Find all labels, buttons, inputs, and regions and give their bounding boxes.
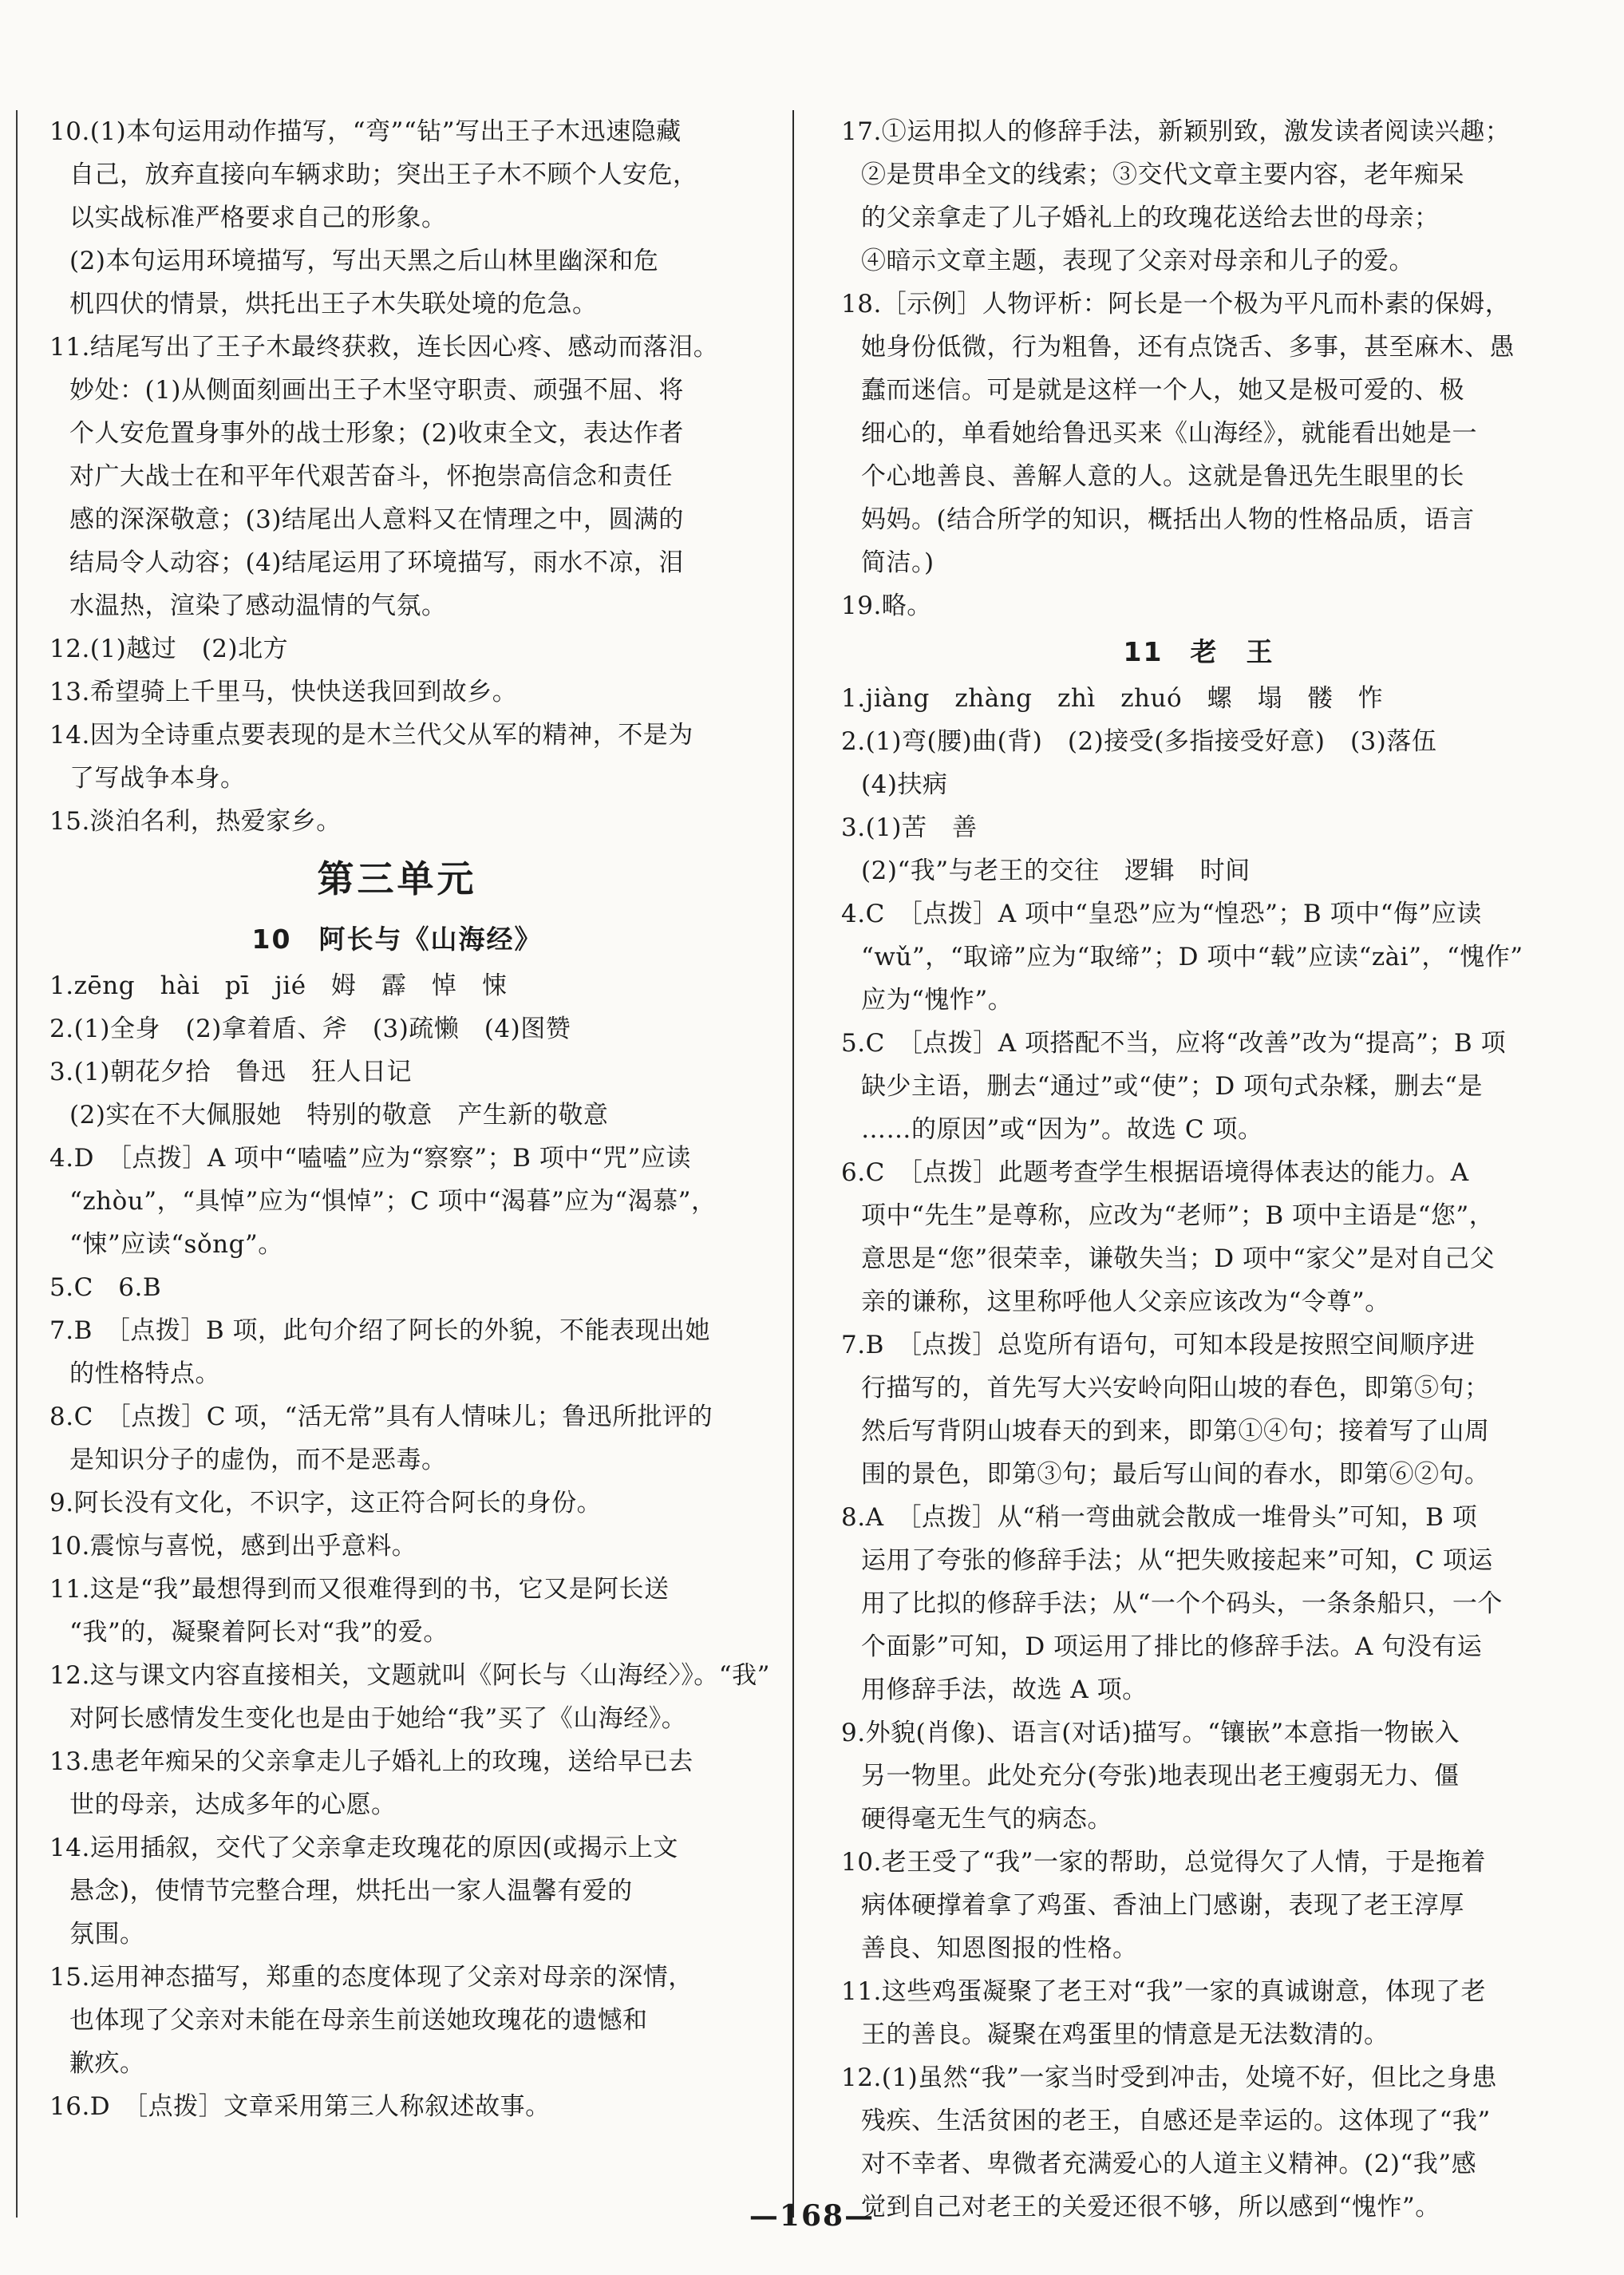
answer-line: 11.结尾写出了王子木最终获救，连长因心疼、感动而落泪。 <box>49 333 719 362</box>
answer-line-continuation: 觉到自己对老王的关爱还很不够，所以感到“愧怍”。 <box>861 2193 1440 2222</box>
answer-line-continuation: 机四伏的情景，烘托出王子木失联处境的危急。 <box>69 290 598 318</box>
answer-line-continuation: 蠢而迷信。可是就是这样一个人，她又是极可爱的、极 <box>861 376 1464 405</box>
answer-line-continuation: 亲的谦称，这里称呼他人父亲应该改为“令尊”。 <box>861 1288 1390 1316</box>
answer-line-continuation: “zhòu”，“具悼”应为“惧悼”；C 项中“渴暮”应为“渴慕”， <box>69 1187 717 1216</box>
answer-line-continuation: 用修辞手法，故选 A 项。 <box>861 1676 1148 1704</box>
answer-line-continuation: 氛围。 <box>69 1920 145 1949</box>
answer-line: 15.淡泊名利，热爱家乡。 <box>49 807 342 836</box>
answer-line: 17.①运用拟人的修辞手法，新颖别致，激发读者阅读兴趣； <box>841 117 1511 146</box>
answer-line: 2.(1)弯(腰)曲(背) (2)接受(多指接受好意) (3)落伍 <box>841 727 1437 756</box>
answer-line-continuation: (2)实在不大佩服她 特别的敬意 产生新的敬意 <box>69 1101 609 1130</box>
lesson-number: 10 <box>251 924 292 955</box>
answer-line-continuation: 水温热，渲染了感动温情的气氛。 <box>69 592 447 620</box>
answer-line-continuation: (2)本句运用环境描写，写出天黑之后山林里幽深和危 <box>69 247 659 275</box>
answer-line: 9.外貌(肖像)、语言(对话)描写。“镶嵌”本意指一物嵌入 <box>841 1719 1460 1747</box>
answer-line-continuation: ……的原因”或“因为”。故选 C 项。 <box>861 1115 1263 1144</box>
answer-line-continuation: “wǔ”，“取谛”应为“取缔”；D 项中“载”应读“zài”，“愧作” <box>861 943 1523 971</box>
answer-line: 11.这些鸡蛋凝聚了老王对“我”一家的真诚谢意，体现了老 <box>841 1977 1486 2006</box>
answer-line-continuation: 残疾、生活贫困的老王，自感还是幸运的。这体现了“我” <box>861 2107 1491 2135</box>
answer-line: 14.因为全诗重点要表现的是木兰代父从军的精神，不是为 <box>49 721 693 750</box>
answer-line-continuation: 另一物里。此处充分(夸张)地表现出老王瘦弱无力、僵 <box>861 1762 1460 1790</box>
answer-line-continuation: 的性格特点。 <box>69 1359 220 1388</box>
answer-line-continuation: 个心地善良、善解人意的人。这就是鲁迅先生眼里的长 <box>861 462 1464 491</box>
column-divider <box>792 110 794 2218</box>
answer-line-continuation: “我”的，凝聚着阿长对“我”的爱。 <box>69 1618 448 1647</box>
answer-line-continuation: (4)扶病 <box>861 770 948 799</box>
answer-line: 6.C ［点拨］此题考查学生根据语境得体表达的能力。A <box>841 1158 1469 1187</box>
lesson-name: 老 王 <box>1190 636 1274 667</box>
answer-line: 1.jiàng zhàng zhì zhuó 螺 塌 髅 怍 <box>841 684 1384 713</box>
answer-line-continuation: 行描写的，首先写大兴安岭向阳山坡的春色，即第⑤句； <box>861 1374 1490 1403</box>
answer-line: 13.患老年痴呆的父亲拿走儿子婚礼上的玫瑰，送给早已去 <box>49 1747 693 1776</box>
answer-line-continuation: 对不幸者、卑微者充满爱心的人道主义精神。(2)“我”感 <box>861 2150 1477 2178</box>
answer-line-continuation: 世的母亲，达成多年的心愿。 <box>69 1790 397 1819</box>
answer-line-continuation: 歉疚。 <box>69 2049 145 2078</box>
answer-line: 7.B ［点拨］总览所有语句，可知本段是按照空间顺序进 <box>841 1331 1476 1359</box>
answer-line-continuation: 对阿长感情发生变化也是由于她给“我”买了《山海经》。 <box>69 1704 687 1733</box>
answer-line-continuation: 妙处：(1)从侧面刻画出王子木坚守职责、顽强不屈、将 <box>69 376 684 405</box>
answer-line: 9.阿长没有文化，不识字，这正符合阿长的身份。 <box>49 1489 603 1517</box>
answer-line-continuation: 她身份低微，行为粗鲁，还有点饶舌、多事，甚至麻木、愚 <box>861 333 1515 362</box>
answer-line-continuation: 善良、知恩图报的性格。 <box>861 1934 1138 1963</box>
answer-line: 1.zēng hài pī jié 姆 霹 悼 悚 <box>49 971 508 1000</box>
answer-line-continuation: 运用了夸张的修辞手法；从“把失败接起来”可知，C 项运 <box>861 1546 1493 1575</box>
answer-line: 7.B ［点拨］B 项，此句介绍了阿长的外貌，不能表现出她 <box>49 1316 710 1345</box>
answer-line-continuation: 也体现了父亲对未能在母亲生前送她玫瑰花的遗憾和 <box>69 2006 648 2035</box>
answer-line-continuation: 以实战标准严格要求自己的形象。 <box>69 204 447 232</box>
answer-line: 5.C 6.B <box>49 1273 162 1302</box>
answer-line-continuation: 悬念)，使情节完整合理，烘托出一家人温馨有爱的 <box>69 1877 633 1905</box>
answer-line: 19.略。 <box>841 592 932 620</box>
left-column <box>16 110 778 2128</box>
answer-line-continuation: 结局令人动容；(4)结尾运用了环境描写，雨水不凉，泪 <box>69 548 684 577</box>
answer-line-continuation: 自己，放弃直接向车辆求助；突出王子木不顾个人安危， <box>69 160 698 189</box>
answer-line-continuation: ②是贯串全文的线索；③交代文章主要内容，老年痴呆 <box>861 160 1464 189</box>
answer-line: 18.［示例］人物评析：阿长是一个极为平凡而朴素的保姆， <box>841 290 1511 318</box>
answer-line: 8.A ［点拨］从“稍一弯曲就会散成一堆骨头”可知，B 项 <box>841 1503 1478 1532</box>
answer-line-continuation: 是知识分子的虚伪，而不是恶毒。 <box>69 1446 447 1474</box>
answer-line-continuation: 简洁。) <box>861 548 934 577</box>
answer-line-continuation: 对广大战士在和平年代艰苦奋斗，怀抱崇高信念和责任 <box>69 462 673 491</box>
answer-line-continuation: ④暗示文章主题，表现了父亲对母亲和儿子的爱。 <box>861 247 1414 275</box>
answer-line-continuation: 然后写背阴山坡春天的到来，即第①④句；接着写了山周 <box>861 1417 1490 1446</box>
answer-line-continuation: 病体硬撑着拿了鸡蛋、香油上门感谢，表现了老王淳厚 <box>861 1891 1464 1920</box>
answer-line: 16.D ［点拨］文章采用第三人称叙述故事。 <box>49 2092 551 2121</box>
answer-line: 10.老王受了“我”一家的帮助，总觉得欠了人情，于是拖着 <box>841 1848 1486 1877</box>
answer-line-continuation: 用了比拟的修辞手法；从“一个个码头，一条条船只，一个 <box>861 1589 1503 1618</box>
answer-line: 10.震惊与喜悦，感到出乎意料。 <box>49 1532 417 1561</box>
answer-line-continuation: 妈妈。(结合所学的知识，概括出人物的性格品质，语言 <box>861 505 1475 534</box>
answer-line-continuation: 王的善良。凝聚在鸡蛋里的情意是无法数清的。 <box>861 2020 1389 2049</box>
lesson-title <box>16 915 778 964</box>
answer-line-continuation: 应为“愧怍”。 <box>861 986 1014 1015</box>
answer-line-continuation: “悚”应读“sǒng”。 <box>69 1230 283 1259</box>
lesson-number: 11 <box>1123 636 1164 667</box>
answer-line-continuation: 感的深深敬意；(3)结尾出人意料又在情理之中，圆满的 <box>69 505 684 534</box>
answer-line: 3.(1)苦 善 <box>841 813 978 842</box>
answer-line-continuation: (2)“我”与老王的交往 逻辑 时间 <box>861 857 1251 885</box>
answer-line-continuation: 围的景色，即第③句；最后写山间的春水，即第⑥②句。 <box>861 1460 1490 1489</box>
answer-line: 12.(1)越过 (2)北方 <box>49 635 289 663</box>
answer-line: 14.运用插叙，交代了父亲拿走玫瑰花的原因(或揭示上文 <box>49 1834 678 1862</box>
answer-line: 12.这与课文内容直接相关，文题就叫《阿长与〈山海经〉》。“我” <box>49 1661 770 1690</box>
lesson-name: 阿长与《山海经》 <box>318 924 543 955</box>
answer-line-continuation: 个面影”可知，D 项运用了排比的修辞手法。A 句没有运 <box>861 1632 1483 1661</box>
answer-line: 11.这是“我”最想得到而又很难得到的书，它又是阿长送 <box>49 1575 670 1604</box>
answer-line-continuation: 了写战争本身。 <box>69 764 246 793</box>
page-number: —168— <box>749 2199 875 2233</box>
answer-line: 15.运用神态描写，郑重的态度体现了父亲对母亲的深情， <box>49 1963 693 1992</box>
answer-line-continuation: 的父亲拿走了儿子婚礼上的玫瑰花送给去世的母亲； <box>861 204 1440 232</box>
answer-line: 4.D ［点拨］A 项中“嗑嗑”应为“察察”；B 项中“咒”应读 <box>49 1144 691 1173</box>
unit-title: 第三单元 <box>317 857 477 900</box>
right-column <box>808 110 1590 2229</box>
answer-line: 5.C ［点拨］A 项搭配不当，应将“改善”改为“提高”；B 项 <box>841 1029 1507 1058</box>
answer-line: 4.C ［点拨］A 项中“皇恐”应为“惶恐”；B 项中“侮”应读 <box>841 900 1482 928</box>
answer-line-continuation: 硬得毫无生气的病态。 <box>861 1805 1112 1834</box>
answer-line-continuation: 细心的，单看她给鲁迅买来《山海经》，就能看出她是一 <box>861 419 1477 448</box>
answer-line-continuation: 项中“先生”是尊称，应改为“老师”；B 项中主语是“您”， <box>861 1201 1495 1230</box>
lesson-title <box>808 627 1590 677</box>
answer-line-continuation: 缺少主语，删去“通过”或“使”；D 项句式杂糅，删去“是 <box>861 1072 1483 1101</box>
answer-line: 13.希望骑上千里马，快快送我回到故乡。 <box>49 678 518 706</box>
answer-line: 8.C ［点拨］C 项，“活无常”具有人情味儿；鲁迅所批评的 <box>49 1403 713 1431</box>
answer-line: 12.(1)虽然“我”一家当时受到冲击，处境不好，但比之身患 <box>841 2063 1497 2092</box>
answer-line: 3.(1)朝花夕拾 鲁迅 狂人日记 <box>49 1058 412 1086</box>
answer-line-continuation: 个人安危置身事外的战士形象；(2)收束全文，表达作者 <box>69 419 684 448</box>
answer-line: 10.(1)本句运用动作描写，“弯”“钻”写出王子木迅速隐藏 <box>49 117 682 146</box>
answer-line-continuation: 意思是“您”很荣幸，谦敬失当；D 项中“家父”是对自己父 <box>861 1244 1496 1273</box>
answer-line: 2.(1)全身 (2)拿着盾、斧 (3)疏懒 (4)图赞 <box>49 1015 571 1043</box>
